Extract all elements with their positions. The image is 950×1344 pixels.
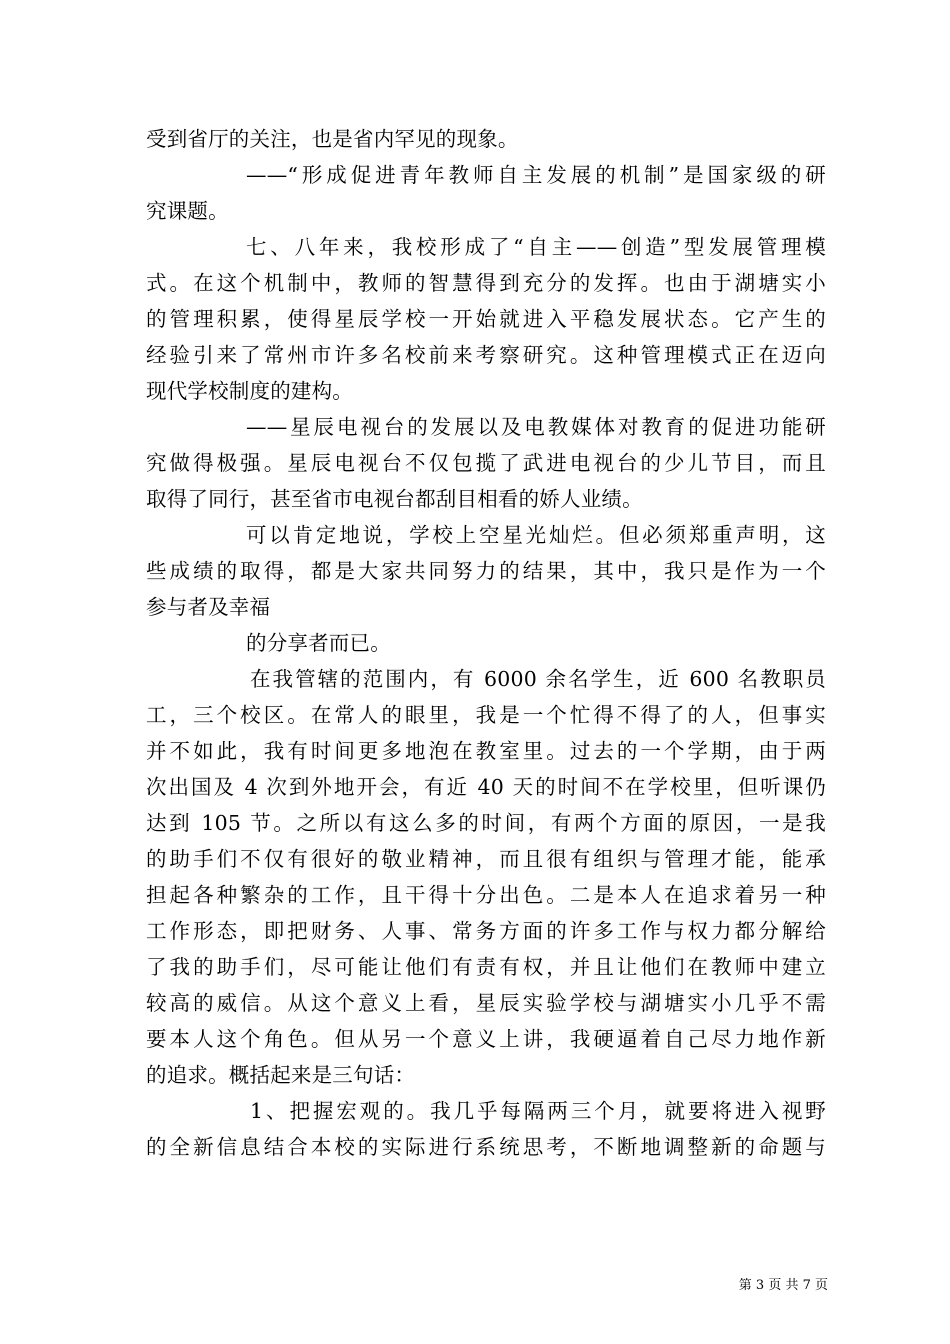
- text-line: ——星辰电视台的发展以及电教媒体对教育的促进功能研: [246, 415, 826, 439]
- text-line: 达到 105 节。之所以有这么多的时间，有两个方面的原因，一是我: [146, 811, 826, 835]
- text-line: 的助手们不仅有很好的敬业精神，而且很有组织与管理才能，能承: [146, 847, 826, 871]
- text-line: 了我的助手们，尽可能让他们有责有权，并且让他们在教师中建立: [146, 955, 826, 979]
- text-line: 工，三个校区。在常人的眼里，我是一个忙得不得了的人，但事实: [146, 703, 826, 727]
- text-line: 在我管辖的范围内，有 6000 余名学生，近 600 名教职员: [250, 667, 826, 691]
- text-line: 经验引来了常州市许多名校前来考察研究。这种管理模式正在迈向: [146, 343, 826, 367]
- text-line: 较高的威信。从这个意义上看，星辰实验学校与湖塘实小几乎不需: [146, 991, 826, 1015]
- text-line: 并不如此，我有时间更多地泡在教室里。过去的一个学期，由于两: [146, 739, 826, 763]
- text-line: 的分享者而已。: [246, 631, 391, 655]
- text-line: 的全新信息结合本校的实际进行系统思考，不断地调整新的命题与: [146, 1135, 826, 1159]
- text-line: 些成绩的取得，都是大家共同努力的结果，其中，我只是作为一个: [146, 559, 826, 583]
- text-line: ——“形成促进青年教师自主发展的机制”是国家级的研: [246, 163, 826, 187]
- text-line: 式。在这个机制中，教师的智慧得到充分的发挥。也由于湖塘实小: [146, 271, 826, 295]
- text-line: 参与者及幸福: [146, 595, 271, 619]
- text-line: 现代学校制度的建构。: [146, 379, 353, 403]
- page-number: 第 3 页 共 7 页: [738, 1278, 828, 1293]
- text-line: 究做得极强。星辰电视台不仅包揽了武进电视台的少儿节目，而且: [146, 451, 826, 475]
- text-line: 究课题。: [146, 199, 229, 223]
- text-line: 的追求。概括起来是三句话：: [146, 1063, 416, 1087]
- text-line: 1、把握宏观的。我几乎每隔两三个月，就要将进入视野: [250, 1099, 826, 1123]
- text-line: 的管理积累，使得星辰学校一开始就进入平稳发展状态。它产生的: [146, 307, 826, 331]
- text-line: 取得了同行，甚至省市电视台都刮目相看的娇人业绩。: [146, 487, 643, 511]
- text-line: 工作形态，即把财务、人事、常务方面的许多工作与权力都分解给: [146, 919, 826, 943]
- text-line: 次出国及 4 次到外地开会，有近 40 天的时间不在学校里，但听课仍: [146, 775, 826, 799]
- text-line: 受到省厅的关注，也是省内罕见的现象。: [146, 127, 519, 151]
- text-line: 担起各种繁杂的工作，且干得十分出色。二是本人在追求着另一种: [146, 883, 826, 907]
- text-line: 七、八年来，我校形成了“自主——创造”型发展管理模: [246, 235, 826, 259]
- text-line: 要本人这个角色。但从另一个意义上讲，我硬逼着自己尽力地作新: [146, 1027, 826, 1051]
- text-line: 可以肯定地说，学校上空星光灿烂。但必须郑重声明，这: [246, 523, 826, 547]
